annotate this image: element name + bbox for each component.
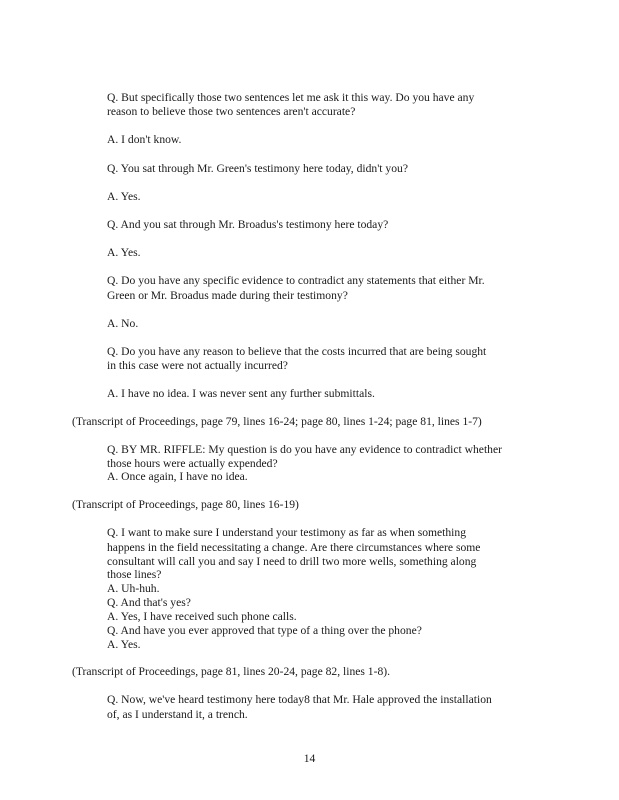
question-line: consultant will call you and say I need to drill two more wells, something along <box>107 555 477 568</box>
question-line: Q. Do you have any reason to believe that the costs incurred that are being sought <box>107 345 487 358</box>
question-line: Q. And you sat through Mr. Broadus's testimony here today? <box>107 218 389 231</box>
transcript-citation: (Transcript of Proceedings, page 79, lines 16-24; page 80, lines 1-24; page 81, lines 1-7) <box>72 415 482 428</box>
transcript-citation: (Transcript of Proceedings, page 80, lines 16-19) <box>72 498 299 511</box>
answer-line: A. Yes, I have received such phone calls. <box>107 610 297 623</box>
question-line: Q. You sat through Mr. Green's testimony here today, didn't you? <box>107 162 408 175</box>
question-line: of, as I understand it, a trench. <box>107 708 248 721</box>
question-line: Q. But specifically those two sentences let me ask it this way. Do you have any <box>107 91 475 104</box>
question-line: Q. And have you ever approved that type of a thing over the phone? <box>107 624 422 637</box>
answer-line: A. No. <box>107 317 139 330</box>
answer-line: A. Yes. <box>107 638 141 651</box>
question-line: happens in the field necessitating a change. Are there circumstances where some <box>107 541 481 554</box>
question-line: Green or Mr. Broadus made during their testimony? <box>107 289 348 302</box>
answer-line: A. I have no idea. I was never sent any further submittals. <box>107 387 375 400</box>
question-line: Q. And that's yes? <box>107 596 191 609</box>
question-line: those lines? <box>107 568 162 581</box>
question-line: reason to believe those two sentences aren't accurate? <box>107 105 356 118</box>
answer-line: A. Yes. <box>107 246 141 259</box>
answer-line: A. Uh-huh. <box>107 582 160 595</box>
question-line: those hours were actually expended? <box>107 457 278 470</box>
page-number: 14 <box>303 752 316 765</box>
question-line: Q. I want to make sure I understand your testimony as far as when something <box>107 526 466 539</box>
answer-line: A. Once again, I have no idea. <box>107 470 248 483</box>
answer-line: A. I don't know. <box>107 133 182 146</box>
question-line: Q. Now, we've heard testimony here today8 that Mr. Hale approved the installation <box>107 693 492 706</box>
question-line: Q. Do you have any specific evidence to contradict any statements that either Mr. <box>107 274 485 287</box>
answer-line: A. Yes. <box>107 190 141 203</box>
question-line: in this case were not actually incurred? <box>107 359 288 372</box>
question-line: Q. BY MR. RIFFLE: My question is do you have any evidence to contradict whether <box>107 443 502 456</box>
transcript-citation: (Transcript of Proceedings, page 81, lines 20-24, page 82, lines 1-8). <box>72 665 391 678</box>
